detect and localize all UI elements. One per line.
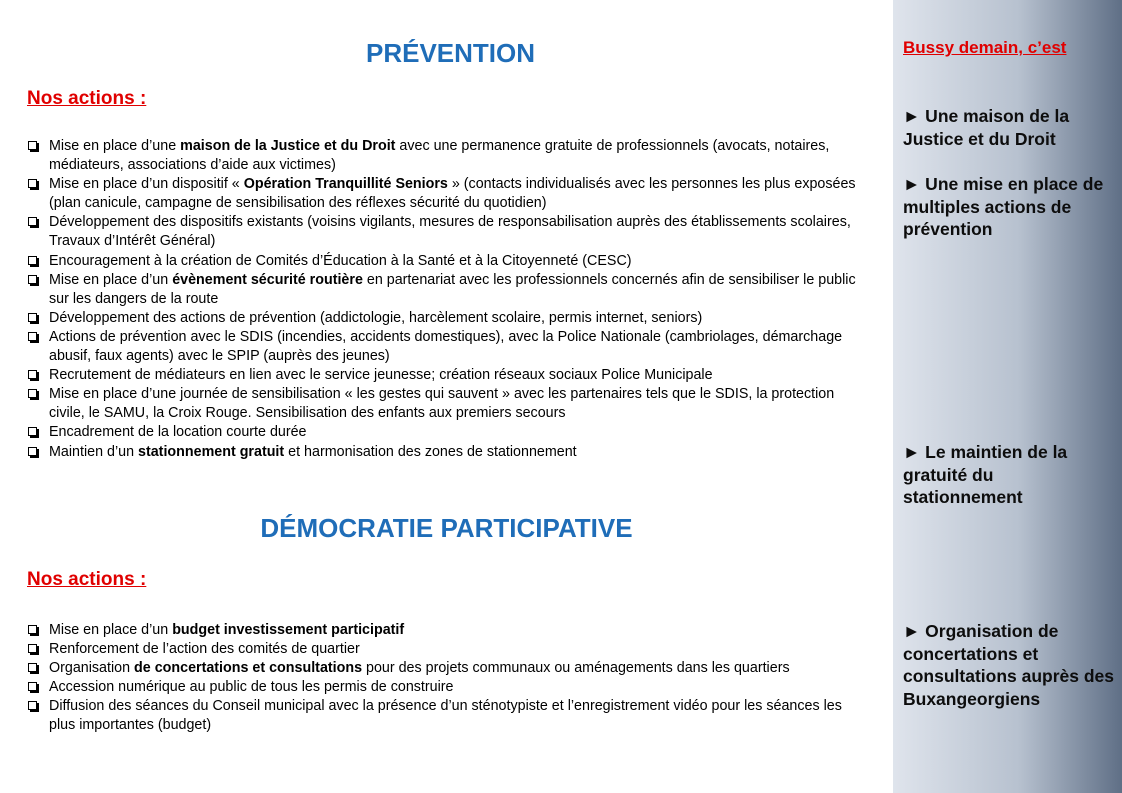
item-text: Recrutement de médiateurs en lien avec le service jeunesse; création réseaux sociaux Police Municipale [49, 367, 713, 384]
item-text: Renforcement de l’action des comités de quartier [49, 641, 360, 658]
item-text: et harmonisation des zones de stationnement [284, 443, 577, 460]
item-text: Accession numérique au public de tous les permis de construire [49, 679, 454, 696]
sidebar-point-concertations: ► Organisation de concertations et consultations auprès des Buxangeorgiens [903, 621, 1115, 709]
item-text: Encadrement de la location courte durée [49, 424, 307, 441]
item-text: Mise en place d’une [49, 138, 181, 154]
checkbox-icon [28, 275, 37, 284]
checkbox-icon [28, 179, 37, 188]
item-text-bold: Opération Tranquillité Seniors [243, 176, 448, 193]
section-subheading-democratie: Nos actions : [27, 569, 147, 590]
checkbox-icon [28, 701, 37, 710]
item-text: Mise en place d’un dispositif « [49, 176, 244, 193]
item-text: Diffusion des séances du Conseil municipal avec la présence d’un sténotypiste et l’enregistrement vidéo pour les séances les plus importantes (budget) [49, 698, 842, 734]
item-text: avec une permanence gratuite de professionnels (avocats, notaires, médiateurs, associations d’aide aux victimes) [49, 138, 830, 174]
checkbox-icon [28, 141, 37, 150]
checkbox-icon [28, 682, 37, 691]
list-item [27, 175, 857, 213]
list-item [27, 423, 857, 442]
checkbox-icon [28, 389, 37, 398]
checkbox-icon [28, 313, 37, 322]
list-item [27, 621, 857, 640]
checkbox-icon [28, 625, 37, 634]
list-item [27, 137, 857, 175]
list-item [27, 328, 857, 366]
item-text-bold: évènement sécurité routière [172, 271, 363, 288]
item-text: Mise en place d’un [49, 622, 173, 638]
list-item [27, 309, 857, 328]
section-title-prevention: PRÉVENTION [365, 38, 536, 68]
section-title-democratie: DÉMOCRATIE PARTICIPATIVE [260, 513, 633, 543]
checkbox-icon [28, 427, 37, 436]
list-item [27, 443, 857, 462]
list-item [27, 385, 857, 423]
list-item [27, 252, 857, 271]
checkbox-icon [28, 370, 37, 379]
list-item [27, 213, 857, 251]
item-text: Développement des actions de prévention (addictologie, harcèlement scolaire, permis internet, seniors) [49, 309, 703, 326]
item-text: Organisation [49, 660, 135, 677]
item-text: pour des projets communaux ou aménagements dans les quartiers [362, 660, 790, 677]
list-item [27, 678, 857, 697]
list-item [27, 640, 857, 659]
item-text: Actions de prévention avec le SDIS (incendies, accidents domestiques), avec la Police Nationale (cambriolages, démarchage abusif, faux agents) avec le SPIP (auprès des jeunes) [49, 328, 843, 365]
section-subheading-prevention: Nos actions : [27, 88, 147, 109]
checkbox-icon [28, 217, 37, 226]
list-item [27, 271, 857, 309]
item-text: Maintien d’un [49, 443, 139, 460]
item-text: Encouragement à la création de Comités d’Éducation à la Santé et à la Citoyenneté (CESC) [49, 252, 632, 269]
sidebar-point-prevention: ► Une mise en place de multiples actions de prévention [903, 174, 1104, 239]
item-text-bold: de concertations et consultations [134, 660, 363, 677]
item-text-bold: stationnement gratuit [138, 443, 285, 460]
item-text: » (contacts individualisés avec les personnes les plus exposées (plan canicule, campagne de sensibilisation des réflexes sécurité du quotidien) [49, 176, 856, 212]
action-list-prevention [27, 137, 857, 462]
list-item [27, 366, 857, 385]
checkbox-icon [28, 332, 37, 341]
checkbox-icon [28, 663, 37, 672]
checkbox-icon [28, 644, 37, 653]
item-text: en partenariat avec les professionnels concernés afin de sensibiliser le public sur les dangers de la route [49, 271, 856, 307]
item-text: Mise en place d’une journée de sensibilisation « les gestes qui sauvent » avec les partenaires tels que le SDIS, la protection civile, le SAMU, la Croix Rouge. Sensibilisation des enfants aux premiers secours [49, 386, 835, 422]
sidebar-panel [893, 0, 1122, 793]
item-text: Développement des dispositifs existants (voisins vigilants, mesures de responsabilisation auprès des établissements scolaires, Travaux d’Intérêt Général) [49, 214, 851, 250]
checkbox-icon [28, 447, 37, 456]
sidebar-point-justice: ► Une maison de la Justice et du Droit [903, 106, 1070, 149]
item-text-bold: maison de la Justice et du Droit [180, 138, 396, 154]
sidebar-point-stationnement: ► Le maintien de la gratuité du stationnement [903, 442, 1068, 507]
checkbox-icon [28, 256, 37, 265]
action-list-democratie [27, 621, 857, 736]
sidebar-heading: Bussy demain, c’est [903, 38, 1067, 57]
item-text: Mise en place d’un [49, 271, 173, 288]
list-item [27, 697, 857, 735]
item-text-bold: budget investissement participatif [172, 622, 405, 638]
list-item [27, 659, 857, 678]
